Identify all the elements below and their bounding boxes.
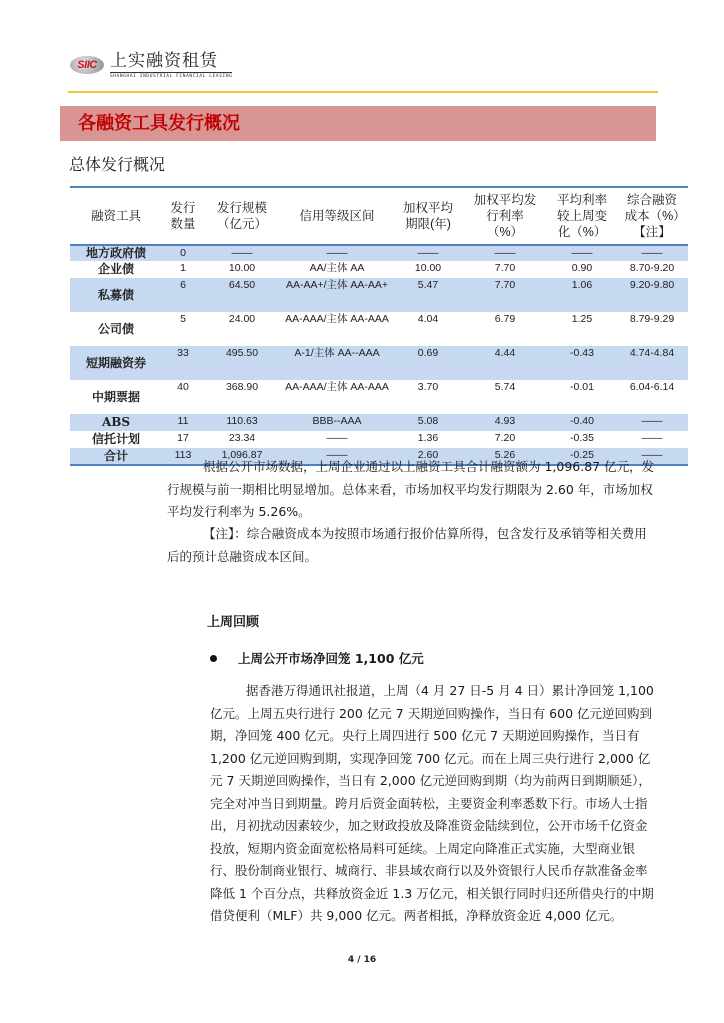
cell-rating: —— — [280, 448, 394, 465]
cell-cost: 4.74-4.84 — [616, 346, 688, 380]
column-header — [162, 187, 204, 245]
cell-rating: AA-AA+/主体 AA-AA+ — [280, 278, 394, 312]
cell-amount: 368.90 — [225, 381, 259, 393]
cell-change: -0.01 — [570, 381, 594, 393]
logo-wordmark — [110, 52, 232, 79]
column-header-label: 发行规模（亿元） — [216, 201, 267, 231]
cell-rating: AA-AAA/主体 AA-AAA — [285, 381, 389, 393]
cell-count: 33 — [162, 346, 204, 380]
cell-rate: 4.44 — [462, 346, 548, 380]
cell-rate: 7.70 — [462, 278, 548, 312]
column-header — [280, 187, 394, 245]
table-row — [70, 245, 688, 261]
cell-cost: 6.04-6.14 — [629, 381, 675, 393]
cell-rating: AA/主体 AA — [309, 262, 365, 274]
cell-name: 私募债 — [70, 278, 162, 312]
cell-amount: 1,096.87 — [204, 448, 280, 465]
column-header — [70, 187, 162, 245]
cell-change: 1.25 — [571, 313, 593, 325]
cell-term: 1.36 — [417, 432, 439, 444]
table-row — [70, 278, 688, 312]
column-header — [394, 187, 462, 245]
column-header-label: 综合融资成本（%）【注】 — [624, 193, 680, 239]
header-divider — [68, 91, 658, 93]
review-paragraph: 据香港万得通讯社报道，上周（4 月 27 日-5 月 4 日）累计净回笼 1,100 亿元。上周五央行进行 200 亿元 7 天期逆回购操作，当日有 600 亿元逆回购到期，净回笼 400 亿元。央行上周四进行 500 亿元 7 天期逆回购操作，当日有 1,200 亿元逆回购到期，实现净回笼 700 亿元。而在上周三央行进行 2,000 亿元 7 天期逆回购操作，当日有 2,000 亿元逆回购到期（均为前两日到期顺延），完全对冲当日到期量。跨月后资金面转松，主要资金利率悉数下行。市场人士指出，月初扰动因素较少，加之财政投放及降准资金陆续到位，公开市场千亿资金投放，短期内资金面宽松格局料可延续。上周定向降准正式实施，大型商业银行、股份制商业银行、城商行、非县域农商行以及外资银行人民币存款准备金率降低 1 个百分点，共释放资金近 1.3 万亿元，相关银行同时归还所借央行的中期借贷便利（MLF）共 9,000 亿元。两者相抵，净释放资金近 4,000 亿元。 — [210, 683, 654, 923]
cell-change: —— — [548, 245, 616, 261]
cell-name: 中期票据 — [91, 389, 140, 404]
cell-rating: A-1/主体 AA--AAA — [280, 346, 394, 380]
cell-change: -0.35 — [570, 432, 594, 444]
table-row — [70, 431, 688, 448]
siic-logo-icon — [70, 56, 104, 74]
cell-term: 2.60 — [394, 448, 462, 465]
table-row — [70, 380, 688, 414]
column-header-label: 加权平均发行利率（%） — [473, 193, 537, 239]
cell-count: 5 — [180, 313, 186, 325]
cell-rate: 7.20 — [494, 432, 516, 444]
column-header — [462, 187, 548, 245]
cell-count: 6 — [162, 278, 204, 312]
cell-cost: —— — [616, 414, 688, 431]
note-paragraph: 【注】：综合融资成本为按照市场通行报价估算所得，包含发行及承销等相关费用后的预计总融资成本区间。 — [167, 526, 647, 564]
cell-rate: 5.26 — [462, 448, 548, 465]
column-header-label: 发行数量 — [170, 201, 196, 231]
cell-name: 信托计划 — [91, 432, 140, 446]
cell-count: 113 — [162, 448, 204, 465]
cell-name: 短期融资券 — [70, 346, 162, 380]
cell-cost: 9.20-9.80 — [616, 278, 688, 312]
bullet-item — [210, 649, 424, 667]
cell-name: 公司债 — [97, 321, 134, 336]
cell-name: 企业债 — [97, 262, 134, 276]
cell-amount: 23.34 — [228, 432, 256, 444]
cell-rate: 5.74 — [494, 381, 516, 393]
cell-cost: 8.79-9.29 — [629, 313, 675, 325]
cell-term: 5.08 — [394, 414, 462, 431]
cell-cost: —— — [616, 245, 688, 261]
cell-name: 合计 — [70, 448, 162, 465]
cell-change: 0.90 — [571, 262, 593, 274]
column-header-label: 信用等级区间 — [299, 209, 375, 223]
cell-count: 1 — [180, 262, 186, 274]
section-banner — [60, 106, 656, 141]
cell-change: -0.40 — [548, 414, 616, 431]
cell-amount: 64.50 — [204, 278, 280, 312]
cell-amount: 110.63 — [204, 414, 280, 431]
bullet-text: 上周公开市场净回笼 1,100 亿元 — [238, 651, 424, 666]
cell-rating: —— — [326, 432, 348, 444]
cell-count: 40 — [177, 381, 189, 393]
cell-term: 0.69 — [394, 346, 462, 380]
cell-name: 地方政府债 — [70, 245, 162, 261]
cell-term: 4.04 — [417, 313, 439, 325]
cell-count: 17 — [177, 432, 189, 444]
cell-count: 0 — [162, 245, 204, 261]
cell-cost: 8.70-9.20 — [629, 262, 675, 274]
column-header — [204, 187, 280, 245]
table-row — [70, 312, 688, 346]
company-header — [70, 50, 232, 80]
cell-rate: 6.79 — [494, 313, 516, 325]
cell-cost: —— — [616, 448, 688, 465]
cell-amount: 24.00 — [228, 313, 256, 325]
cell-amount: 10.00 — [228, 262, 256, 274]
company-name-cn: 上实融资租赁 — [110, 52, 232, 73]
cell-count: 11 — [162, 414, 204, 431]
cell-change: 1.06 — [548, 278, 616, 312]
cell-name: ABS — [70, 414, 162, 431]
cell-term: 10.00 — [414, 262, 442, 274]
review-heading: 上周回顾 — [207, 615, 260, 630]
cell-rate: 7.70 — [494, 262, 516, 274]
page-number: 4 / 16 — [347, 955, 377, 965]
cell-amount: 495.50 — [204, 346, 280, 380]
table-row — [70, 261, 688, 278]
subheading: 总体发行概况 — [69, 155, 166, 174]
table-header-row — [70, 187, 688, 245]
cell-rating: AA-AAA/主体 AA-AAA — [285, 313, 389, 325]
column-header — [548, 187, 616, 245]
bullet-icon — [210, 655, 217, 662]
company-name-en: SHANGHAI INDUSTRIAL FINANCIAL LEASING — [110, 73, 233, 79]
cell-rating: —— — [280, 245, 394, 261]
cell-rate: —— — [462, 245, 548, 261]
cell-change: -0.25 — [548, 448, 616, 465]
table-row — [70, 414, 688, 431]
cell-change: -0.43 — [548, 346, 616, 380]
table-row — [70, 346, 688, 380]
summary-paragraph: 根据公开市场数据，上周企业通过以上融资工具合计融资额为 1,096.87 亿元，发行规模与前一期相比明显增加。总体来看，市场加权平均发行期限为 2.60 年，市场加权平均发行利率为 5.26%。 — [167, 459, 655, 519]
issuance-table — [70, 186, 688, 466]
column-header-label: 平均利率较上周变化（%） — [556, 193, 607, 239]
column-header — [616, 187, 688, 245]
cell-amount: —— — [204, 245, 280, 261]
cell-rate: 4.93 — [462, 414, 548, 431]
column-header-label: 加权平均期限(年) — [402, 201, 453, 231]
cell-cost: —— — [641, 432, 663, 444]
cell-term: 3.70 — [417, 381, 439, 393]
section-title: 各融资工具发行概况 — [78, 113, 240, 134]
logo-mark-text: SIIC — [77, 59, 97, 71]
table-body — [70, 245, 688, 465]
cell-rating: BBB--AAA — [280, 414, 394, 431]
column-header-label: 融资工具 — [90, 209, 141, 223]
cell-term: 5.47 — [394, 278, 462, 312]
cell-term: —— — [394, 245, 462, 261]
